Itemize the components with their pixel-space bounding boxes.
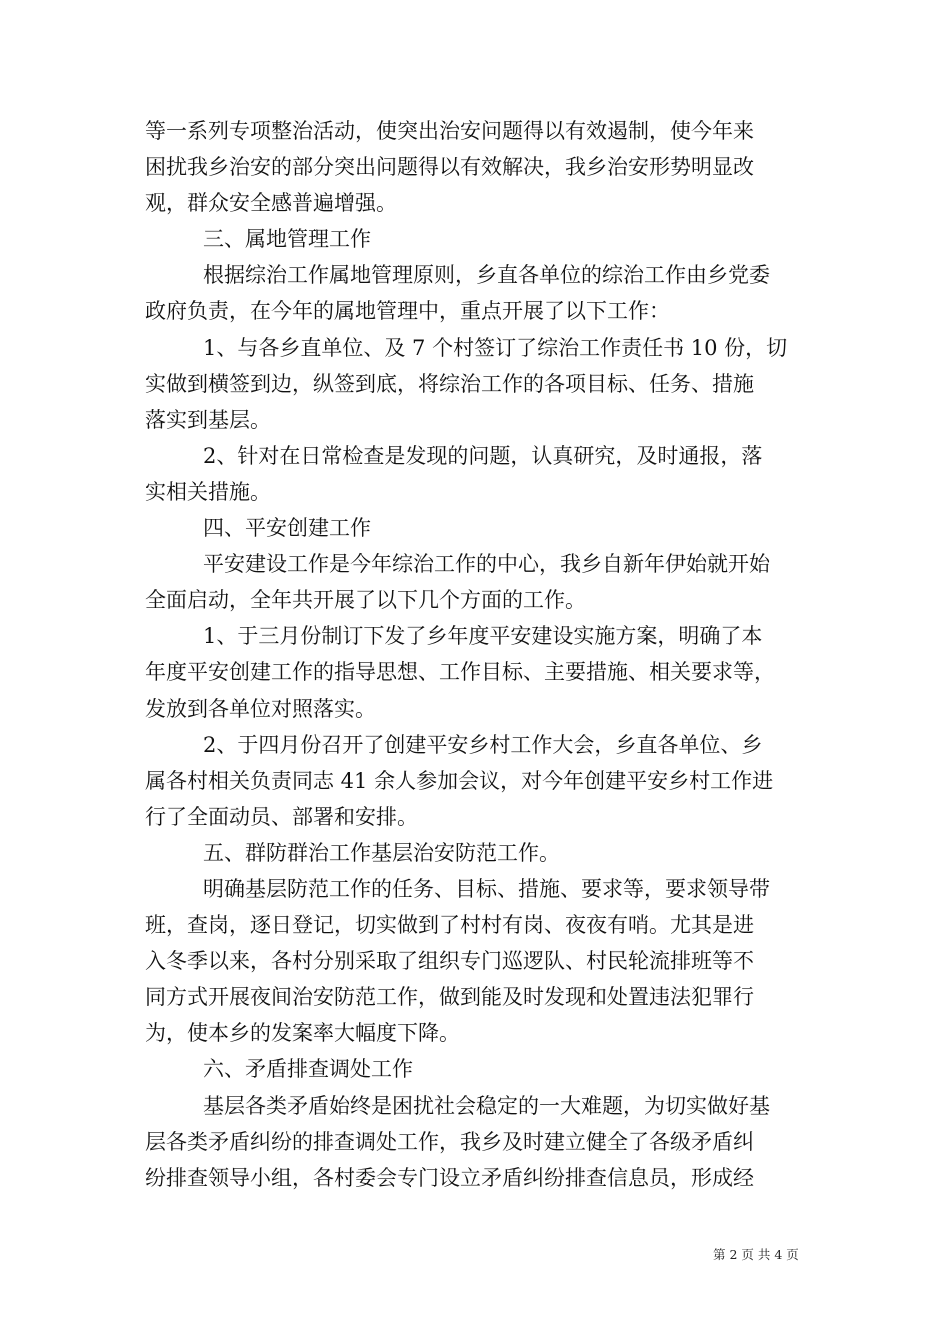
text-line: 1、与各乡直单位、及 7 个村签订了综治工作责任书 10 份，切: [203, 335, 788, 360]
page-number: 第 2 页 共 4 页: [713, 1247, 799, 1262]
text-line: 根据综治工作属地管理原则，乡直各单位的综治工作由乡党委: [203, 263, 770, 288]
text-line: 全面启动，全年共开展了以下几个方面的工作。: [145, 588, 586, 613]
text-line: 实相关措施。: [145, 479, 271, 504]
text-line: 为，使本乡的发案率大幅度下降。: [145, 1021, 460, 1046]
text-line: 发放到各单位对照落实。: [145, 696, 376, 721]
text-line: 1、于三月份制订下发了乡年度平安建设实施方案，明确了本: [203, 624, 763, 649]
text-line: 2、针对在日常检查是发现的问题，认真研究，及时通报，落: [203, 443, 763, 468]
text-line: 困扰我乡治安的部分突出问题得以有效解决，我乡治安形势明显改: [145, 155, 754, 180]
text-line: 实做到横签到边，纵签到底，将综治工作的各项目标、任务、措施: [145, 371, 754, 396]
text-line: 2、于四月份召开了创建平安乡村工作大会，乡直各单位、乡: [203, 732, 763, 757]
section-heading: 六、矛盾排查调处工作: [203, 1057, 413, 1082]
text-line: 层各类矛盾纠纷的排查调处工作，我乡及时建立健全了各级矛盾纠: [145, 1129, 754, 1154]
text-line: 观，群众安全感普遍增强。: [145, 191, 397, 216]
text-line: 等一系列专项整治活动，使突出治安问题得以有效遏制，使今年来: [145, 119, 754, 143]
text-line: 基层各类矛盾始终是困扰社会稳定的一大难题，为切实做好基: [203, 1093, 770, 1118]
text-line: 政府负责，在今年的属地管理中，重点开展了以下工作：: [145, 299, 670, 324]
text-line: 同方式开展夜间治安防范工作，做到能及时发现和处置违法犯罪行: [145, 985, 754, 1010]
text-line: 平安建设工作是今年综治工作的中心，我乡自新年伊始就开始: [203, 552, 770, 577]
text-line: 纷排查领导小组，各村委会专门设立矛盾纠纷排查信息员，形成经: [145, 1165, 754, 1190]
text-line: 属各村相关负责同志 41 余人参加会议，对今年创建平安乡村工作进: [145, 768, 774, 793]
section-heading: 五、群防群治工作基层治安防范工作。: [203, 840, 560, 865]
section-heading: 四、平安创建工作: [203, 516, 371, 541]
text-line: 行了全面动员、部署和安排。: [145, 804, 418, 829]
section-heading: 三、属地管理工作: [203, 227, 371, 252]
document-body: [145, 113, 807, 1196]
text-line: 年度平安创建工作的指导思想、工作目标、主要措施、相关要求等，: [145, 660, 775, 685]
text-line: 班，查岗，逐日登记，切实做到了村村有岗、夜夜有哨。尤其是进: [145, 913, 754, 938]
text-line: 入冬季以来，各村分别采取了组织专门巡逻队、村民轮流排班等不: [145, 949, 754, 974]
text-line: 明确基层防范工作的任务、目标、措施、要求等，要求领导带: [203, 876, 770, 901]
text-line: 落实到基层。: [145, 407, 271, 432]
